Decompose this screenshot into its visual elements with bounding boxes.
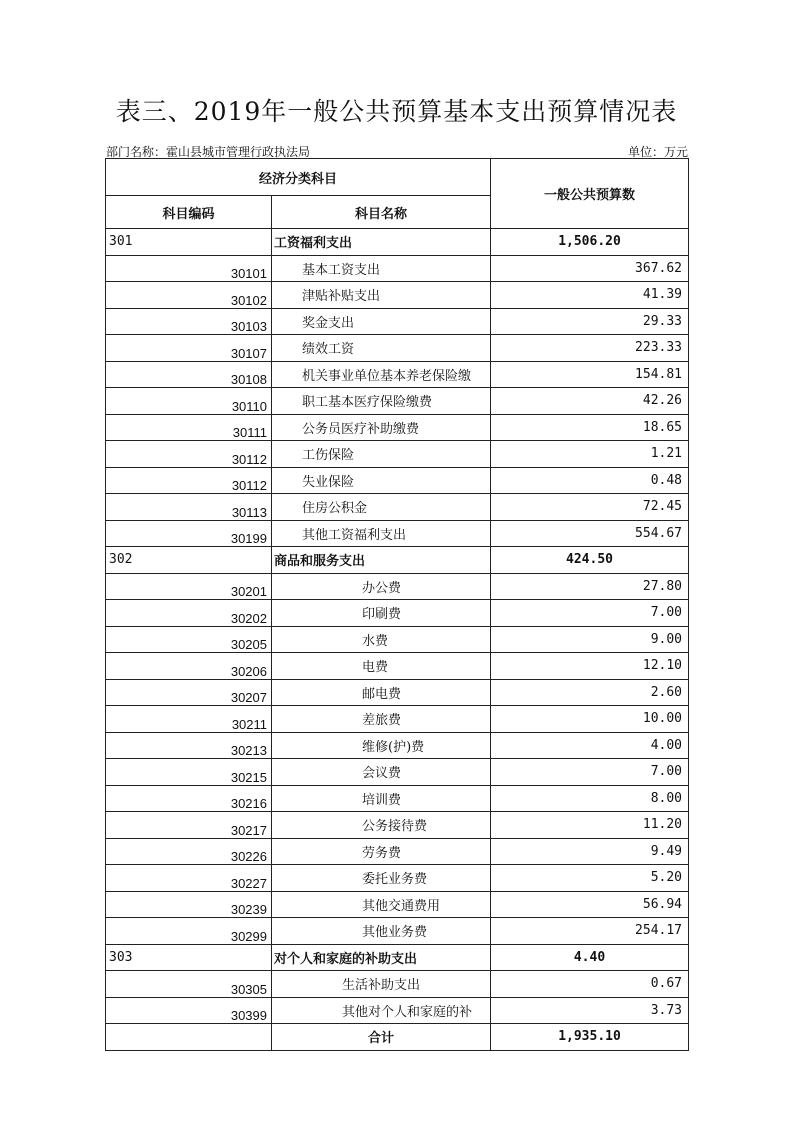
category-row xyxy=(106,547,689,574)
subject-code: 30239 xyxy=(106,891,272,918)
table-row xyxy=(106,997,689,1024)
subject-code: 30206 xyxy=(106,653,272,680)
budget-amount: 7.00 xyxy=(491,600,689,627)
table-row xyxy=(106,759,689,786)
table-row xyxy=(106,679,689,706)
subject-name: 印刷费 xyxy=(272,600,491,627)
total-row xyxy=(106,1024,689,1051)
budget-amount: 424.50 xyxy=(491,547,689,574)
subject-name: 失业保险 xyxy=(272,467,491,494)
subject-name: 差旅费 xyxy=(272,706,491,733)
budget-amount: 4.00 xyxy=(491,732,689,759)
budget-amount: 72.45 xyxy=(491,494,689,521)
subject-name: 公务员医疗补助缴费 xyxy=(272,414,491,441)
budget-amount: 41.39 xyxy=(491,282,689,309)
table-row xyxy=(106,388,689,415)
subject-name: 住房公积金 xyxy=(272,494,491,521)
budget-amount: 42.26 xyxy=(491,388,689,415)
table-row xyxy=(106,838,689,865)
subject-name: 办公费 xyxy=(272,573,491,600)
table-row xyxy=(106,573,689,600)
table-row xyxy=(106,308,689,335)
subject-name: 维修(护)费 xyxy=(272,732,491,759)
subject-code: 30110 xyxy=(106,388,272,415)
subject-code: 30113 xyxy=(106,494,272,521)
category-row xyxy=(106,229,689,256)
subject-name: 其他工资福利支出 xyxy=(272,520,491,547)
subject-name: 职工基本医疗保险缴费 xyxy=(272,388,491,415)
table-row xyxy=(106,812,689,839)
subject-code: 30215 xyxy=(106,759,272,786)
table-row xyxy=(106,918,689,945)
subject-name: 其他对个人和家庭的补 xyxy=(272,997,491,1024)
budget-amount: 9.49 xyxy=(491,838,689,865)
table-meta xyxy=(106,143,688,159)
department-label: 部门名称：霍山县城市管理行政执法局 xyxy=(106,145,311,159)
total-empty-cell xyxy=(106,1024,272,1051)
subject-name: 劳务费 xyxy=(272,838,491,865)
table-row xyxy=(106,626,689,653)
table-row xyxy=(106,891,689,918)
header-name: 科目名称 xyxy=(272,196,491,229)
subject-code: 30216 xyxy=(106,785,272,812)
budget-amount: 8.00 xyxy=(491,785,689,812)
budget-amount: 29.33 xyxy=(491,308,689,335)
budget-amount: 254.17 xyxy=(491,918,689,945)
budget-amount: 1.21 xyxy=(491,441,689,468)
budget-amount: 0.67 xyxy=(491,971,689,998)
category-row xyxy=(106,944,689,971)
subject-code: 30102 xyxy=(106,282,272,309)
subject-code: 303 xyxy=(106,944,272,971)
subject-code: 30299 xyxy=(106,918,272,945)
subject-name: 基本工资支出 xyxy=(272,255,491,282)
subject-name: 工资福利支出 xyxy=(272,229,491,256)
table-row xyxy=(106,520,689,547)
subject-code: 30199 xyxy=(106,520,272,547)
table-row xyxy=(106,732,689,759)
subject-name: 其他交通费用 xyxy=(272,891,491,918)
budget-amount: 0.48 xyxy=(491,467,689,494)
subject-name: 机关事业单位基本养老保险缴 xyxy=(272,361,491,388)
subject-code: 30399 xyxy=(106,997,272,1024)
subject-name: 奖金支出 xyxy=(272,308,491,335)
subject-code: 30207 xyxy=(106,679,272,706)
subject-code: 302 xyxy=(106,547,272,574)
budget-amount: 10.00 xyxy=(491,706,689,733)
budget-table xyxy=(105,158,689,1051)
subject-code: 30305 xyxy=(106,971,272,998)
budget-amount: 367.62 xyxy=(491,255,689,282)
unit-label: 单位：万元 xyxy=(627,145,688,159)
subject-code: 30103 xyxy=(106,308,272,335)
table-row xyxy=(106,785,689,812)
budget-amount: 11.20 xyxy=(491,812,689,839)
subject-code: 30213 xyxy=(106,732,272,759)
table-row xyxy=(106,600,689,627)
budget-amount: 154.81 xyxy=(491,361,689,388)
subject-code: 30205 xyxy=(106,626,272,653)
table-row xyxy=(106,467,689,494)
budget-amount: 554.67 xyxy=(491,520,689,547)
subject-code: 30211 xyxy=(106,706,272,733)
subject-code: 30217 xyxy=(106,812,272,839)
subject-code: 30107 xyxy=(106,335,272,362)
subject-code: 30101 xyxy=(106,255,272,282)
table-row xyxy=(106,255,689,282)
subject-name: 工伤保险 xyxy=(272,441,491,468)
header-code: 科目编码 xyxy=(106,196,272,229)
budget-amount: 7.00 xyxy=(491,759,689,786)
subject-name: 会议费 xyxy=(272,759,491,786)
total-label: 合计 xyxy=(272,1024,491,1051)
subject-code: 30111 xyxy=(106,414,272,441)
budget-amount: 18.65 xyxy=(491,414,689,441)
subject-code: 30201 xyxy=(106,573,272,600)
subject-code: 30112 xyxy=(106,467,272,494)
budget-amount: 27.80 xyxy=(491,573,689,600)
table-row xyxy=(106,414,689,441)
table-row xyxy=(106,335,689,362)
budget-amount: 9.00 xyxy=(491,626,689,653)
subject-name: 津贴补贴支出 xyxy=(272,282,491,309)
budget-amount: 3.73 xyxy=(491,997,689,1024)
subject-name: 公务接待费 xyxy=(272,812,491,839)
subject-name: 其他业务费 xyxy=(272,918,491,945)
budget-amount: 1,506.20 xyxy=(491,229,689,256)
subject-code: 30227 xyxy=(106,865,272,892)
subject-name: 委托业务费 xyxy=(272,865,491,892)
table-row xyxy=(106,706,689,733)
table-row xyxy=(106,971,689,998)
subject-code: 30202 xyxy=(106,600,272,627)
subject-code: 301 xyxy=(106,229,272,256)
table-row xyxy=(106,441,689,468)
table-row xyxy=(106,282,689,309)
budget-amount: 223.33 xyxy=(491,335,689,362)
budget-amount: 4.40 xyxy=(491,944,689,971)
subject-name: 绩效工资 xyxy=(272,335,491,362)
subject-code: 30112 xyxy=(106,441,272,468)
table-row xyxy=(106,494,689,521)
budget-amount: 56.94 xyxy=(491,891,689,918)
header-econ-class: 经济分类科目 xyxy=(106,159,491,196)
subject-code: 30108 xyxy=(106,361,272,388)
subject-name: 水费 xyxy=(272,626,491,653)
subject-name: 对个人和家庭的补助支出 xyxy=(272,944,491,971)
subject-name: 商品和服务支出 xyxy=(272,547,491,574)
budget-amount: 12.10 xyxy=(491,653,689,680)
header-row-1 xyxy=(106,159,689,196)
table-row xyxy=(106,865,689,892)
subject-name: 生活补助支出 xyxy=(272,971,491,998)
subject-name: 电费 xyxy=(272,653,491,680)
subject-code: 30226 xyxy=(106,838,272,865)
budget-amount: 5.20 xyxy=(491,865,689,892)
table-row xyxy=(106,653,689,680)
total-amount: 1,935.10 xyxy=(491,1024,689,1051)
subject-name: 培训费 xyxy=(272,785,491,812)
budget-amount: 2.60 xyxy=(491,679,689,706)
header-amount: 一般公共预算数 xyxy=(491,159,689,229)
subject-name: 邮电费 xyxy=(272,679,491,706)
table-row xyxy=(106,361,689,388)
page-title: 表三、2019年一般公共预算基本支出预算情况表 xyxy=(115,97,678,126)
